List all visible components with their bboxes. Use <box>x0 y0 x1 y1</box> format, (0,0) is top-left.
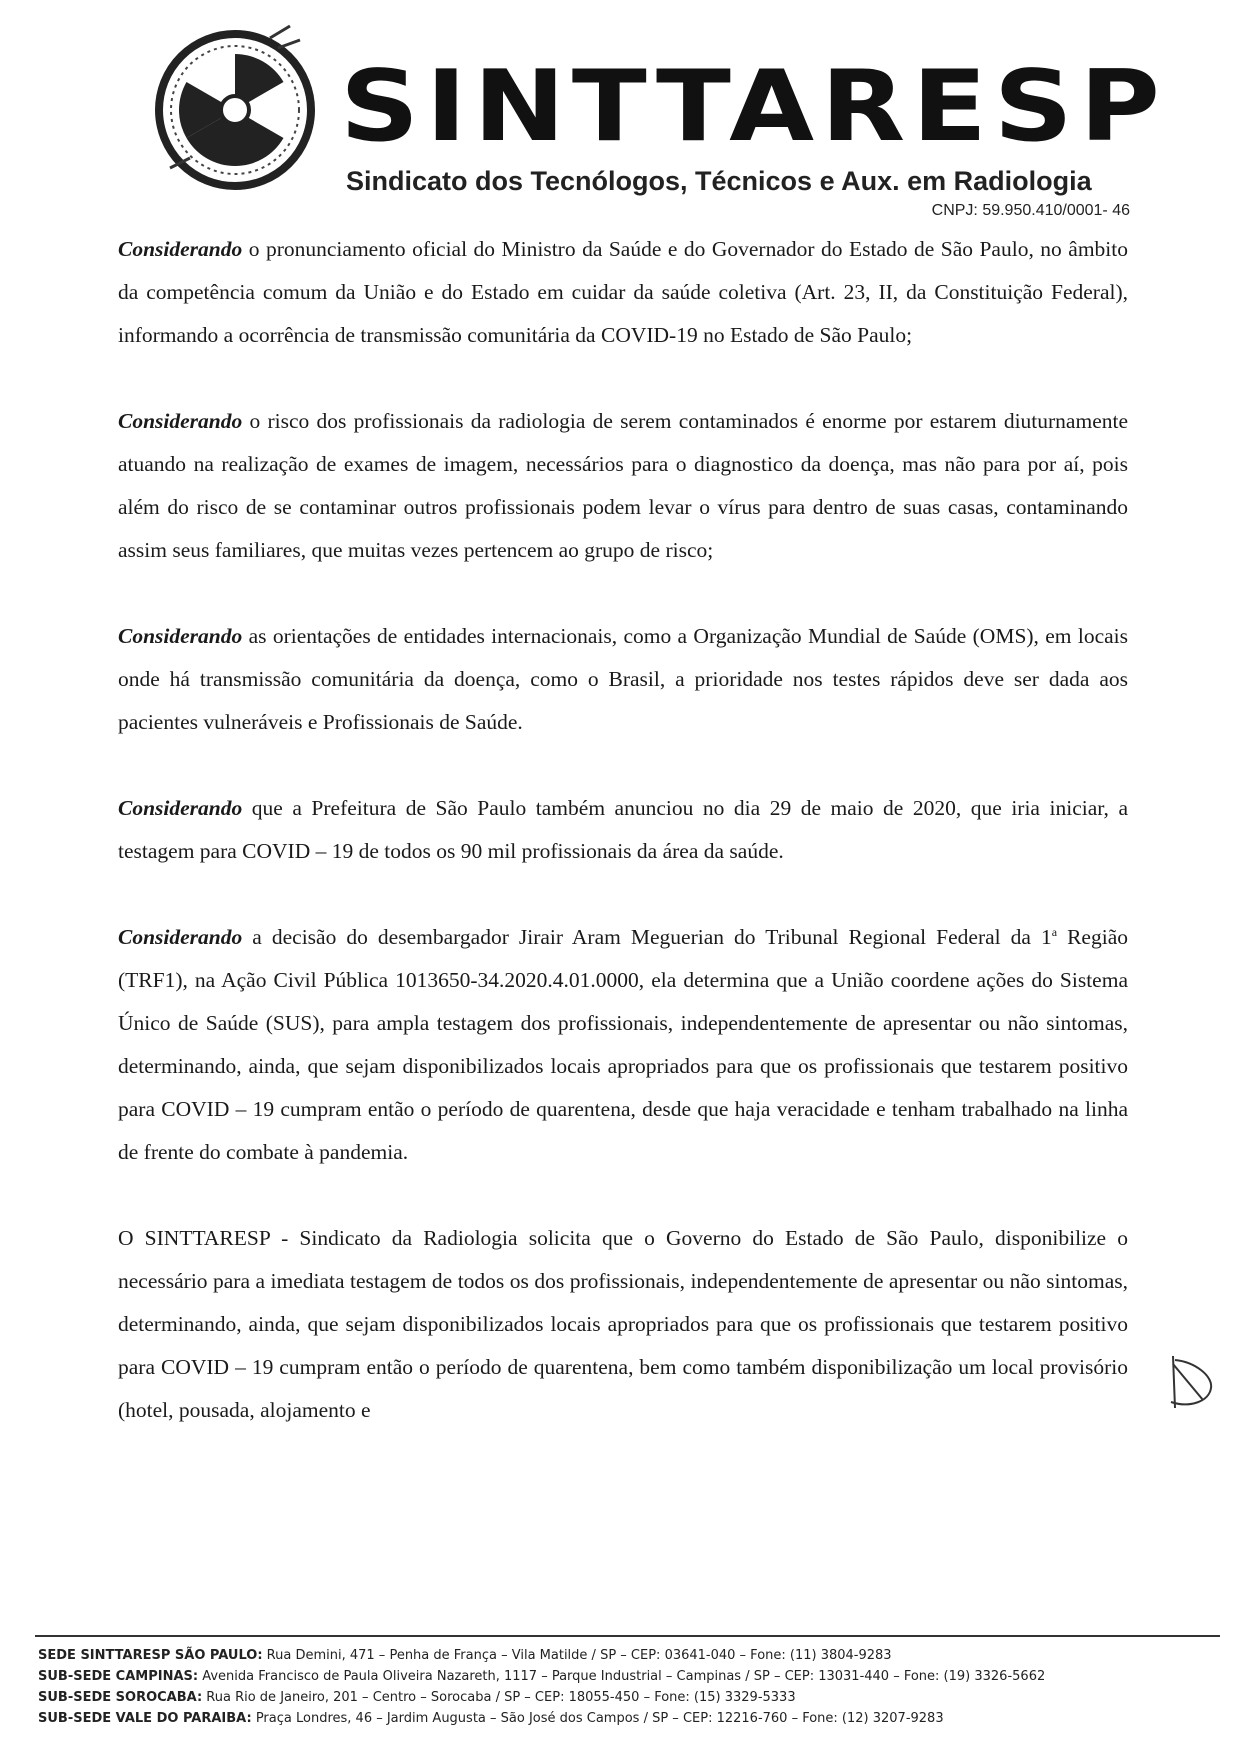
footer-text: Rua Demini, 471 – Penha de França – Vila Matilde / SP – CEP: 03641-040 – Fone: (11) 3804-9283 <box>262 1648 892 1663</box>
handwritten-mark-icon <box>1165 1352 1217 1414</box>
paragraph-4 <box>118 787 1128 873</box>
footer-row-sorocaba <box>38 1687 1228 1708</box>
footer-text: Avenida Francisco de Paula Oliveira Nazareth, 1117 – Parque Industrial – Campinas / SP – CEP: 13031-440 – Fone: (19) 3326-5662 <box>198 1669 1046 1684</box>
paragraph-1 <box>118 228 1128 357</box>
footer-text: Rua Rio de Janeiro, 201 – Centro – Sorocaba / SP – CEP: 18055-450 – Fone: (15) 3329-5333 <box>202 1690 796 1705</box>
paragraph-2 <box>118 400 1128 572</box>
brand-name: SINTTARESP <box>340 50 1167 164</box>
footer-row-sao-paulo <box>38 1645 1228 1666</box>
cnpj: CNPJ: 59.950.410/0001- 46 <box>931 202 1130 219</box>
paragraph-text: as orientações de entidades internacionais, como a Organização Mundial de Saúde (OMS), em locais onde há transmissão comunitária da doença, como o Brasil, a prioridade nos testes rápidos deve ser dada aos pacientes vulneráveis e Profissionais de Saúde. <box>118 624 1128 734</box>
organization-name: Sindicato dos Tecnólogos, Técnicos e Aux. em Radiologia <box>346 166 1092 196</box>
letterhead <box>150 18 1167 219</box>
paragraph-5 <box>118 916 1128 1174</box>
paragraph-text: Região (TRF1), na Ação Civil Pública 1013650-34.2020.4.01.0000, ela determina que a União coordene ações do Sistema Único de Saúde (SUS), para ampla testagem dos profissionais, independentemente de apresentar ou não sintomas, determinando, ainda, que sejam disponibilizados locais apropriados para que os profissionais que testarem positivo para COVID – 19 cumpram então o período de quarentena, desde que haja veracidade e tenham trabalhado na linha de frente do combate à pandemia. <box>118 925 1128 1164</box>
footer-addresses <box>38 1645 1228 1729</box>
footer-row-campinas <box>38 1666 1228 1687</box>
footer-row-vale-do-paraiba <box>38 1708 1228 1729</box>
paragraph-lead: Considerando <box>118 796 243 820</box>
ordinal-superscript: a <box>1051 924 1058 939</box>
paragraph-6 <box>118 1217 1128 1432</box>
paragraph-text: o pronunciamento oficial do Ministro da Saúde e do Governador do Estado de São Paulo, no âmbito da competência comum da União e do Estado em cuidar da saúde coletiva (Art. 23, II, da Constituição Federal), informando a ocorrência de transmissão comunitária da COVID-19 no Estado de São Paulo; <box>118 237 1128 347</box>
paragraph-lead: Considerando <box>118 409 243 433</box>
paragraph-3 <box>118 615 1128 744</box>
footer-text: Praça Londres, 46 – Jardim Augusta – São José dos Campos / SP – CEP: 12216-760 – Fone: (12) 3207-9283 <box>251 1711 944 1726</box>
footer-label: SUB-SEDE VALE DO PARAIBA: <box>38 1711 252 1726</box>
footer-label: SEDE SINTTARESP SÃO PAULO: <box>38 1648 263 1663</box>
paragraph-lead: Considerando <box>118 925 243 949</box>
paragraph-text: a decisão do desembargador Jirair Aram Meguerian do Tribunal Regional Federal da 1 <box>242 925 1052 949</box>
radiation-logo-icon <box>150 18 320 203</box>
letter-body <box>118 228 1128 1475</box>
paragraph-lead: Considerando <box>118 624 243 648</box>
footer-divider <box>35 1635 1220 1637</box>
footer-label: SUB-SEDE CAMPINAS: <box>38 1669 199 1684</box>
paragraph-text: o risco dos profissionais da radiologia de serem contaminados é enorme por estarem diuturnamente atuando na realização de exames de imagem, necessários para o diagnostico da doença, mas não para por aí, pois além do risco de se contaminar outros profissionais podem levar o vírus para dentro de suas casas, contaminando assim seus familiares, que muitas vezes pertencem ao grupo de risco; <box>118 409 1128 562</box>
paragraph-text: O SINTTARESP - Sindicato da Radiologia solicita que o Governo do Estado de São Paulo, disponibilize o necessário para a imediata testagem de todos os dos profissionais, independentemente de apresentar ou não sintomas, determinando, ainda, que sejam disponibilizados locais apropriados para que os profissionais que testarem positivo para COVID – 19 cumpram então o período de quarentena, bem como também disponibilização um local provisório (hotel, pousada, alojamento e <box>118 1226 1128 1422</box>
footer-label: SUB-SEDE SOROCABA: <box>38 1690 203 1705</box>
paragraph-text: que a Prefeitura de São Paulo também anunciou no dia 29 de maio de 2020, que iria iniciar, a testagem para COVID – 19 de todos os 90 mil profissionais da área da saúde. <box>118 796 1128 863</box>
paragraph-lead: Considerando <box>118 237 243 261</box>
